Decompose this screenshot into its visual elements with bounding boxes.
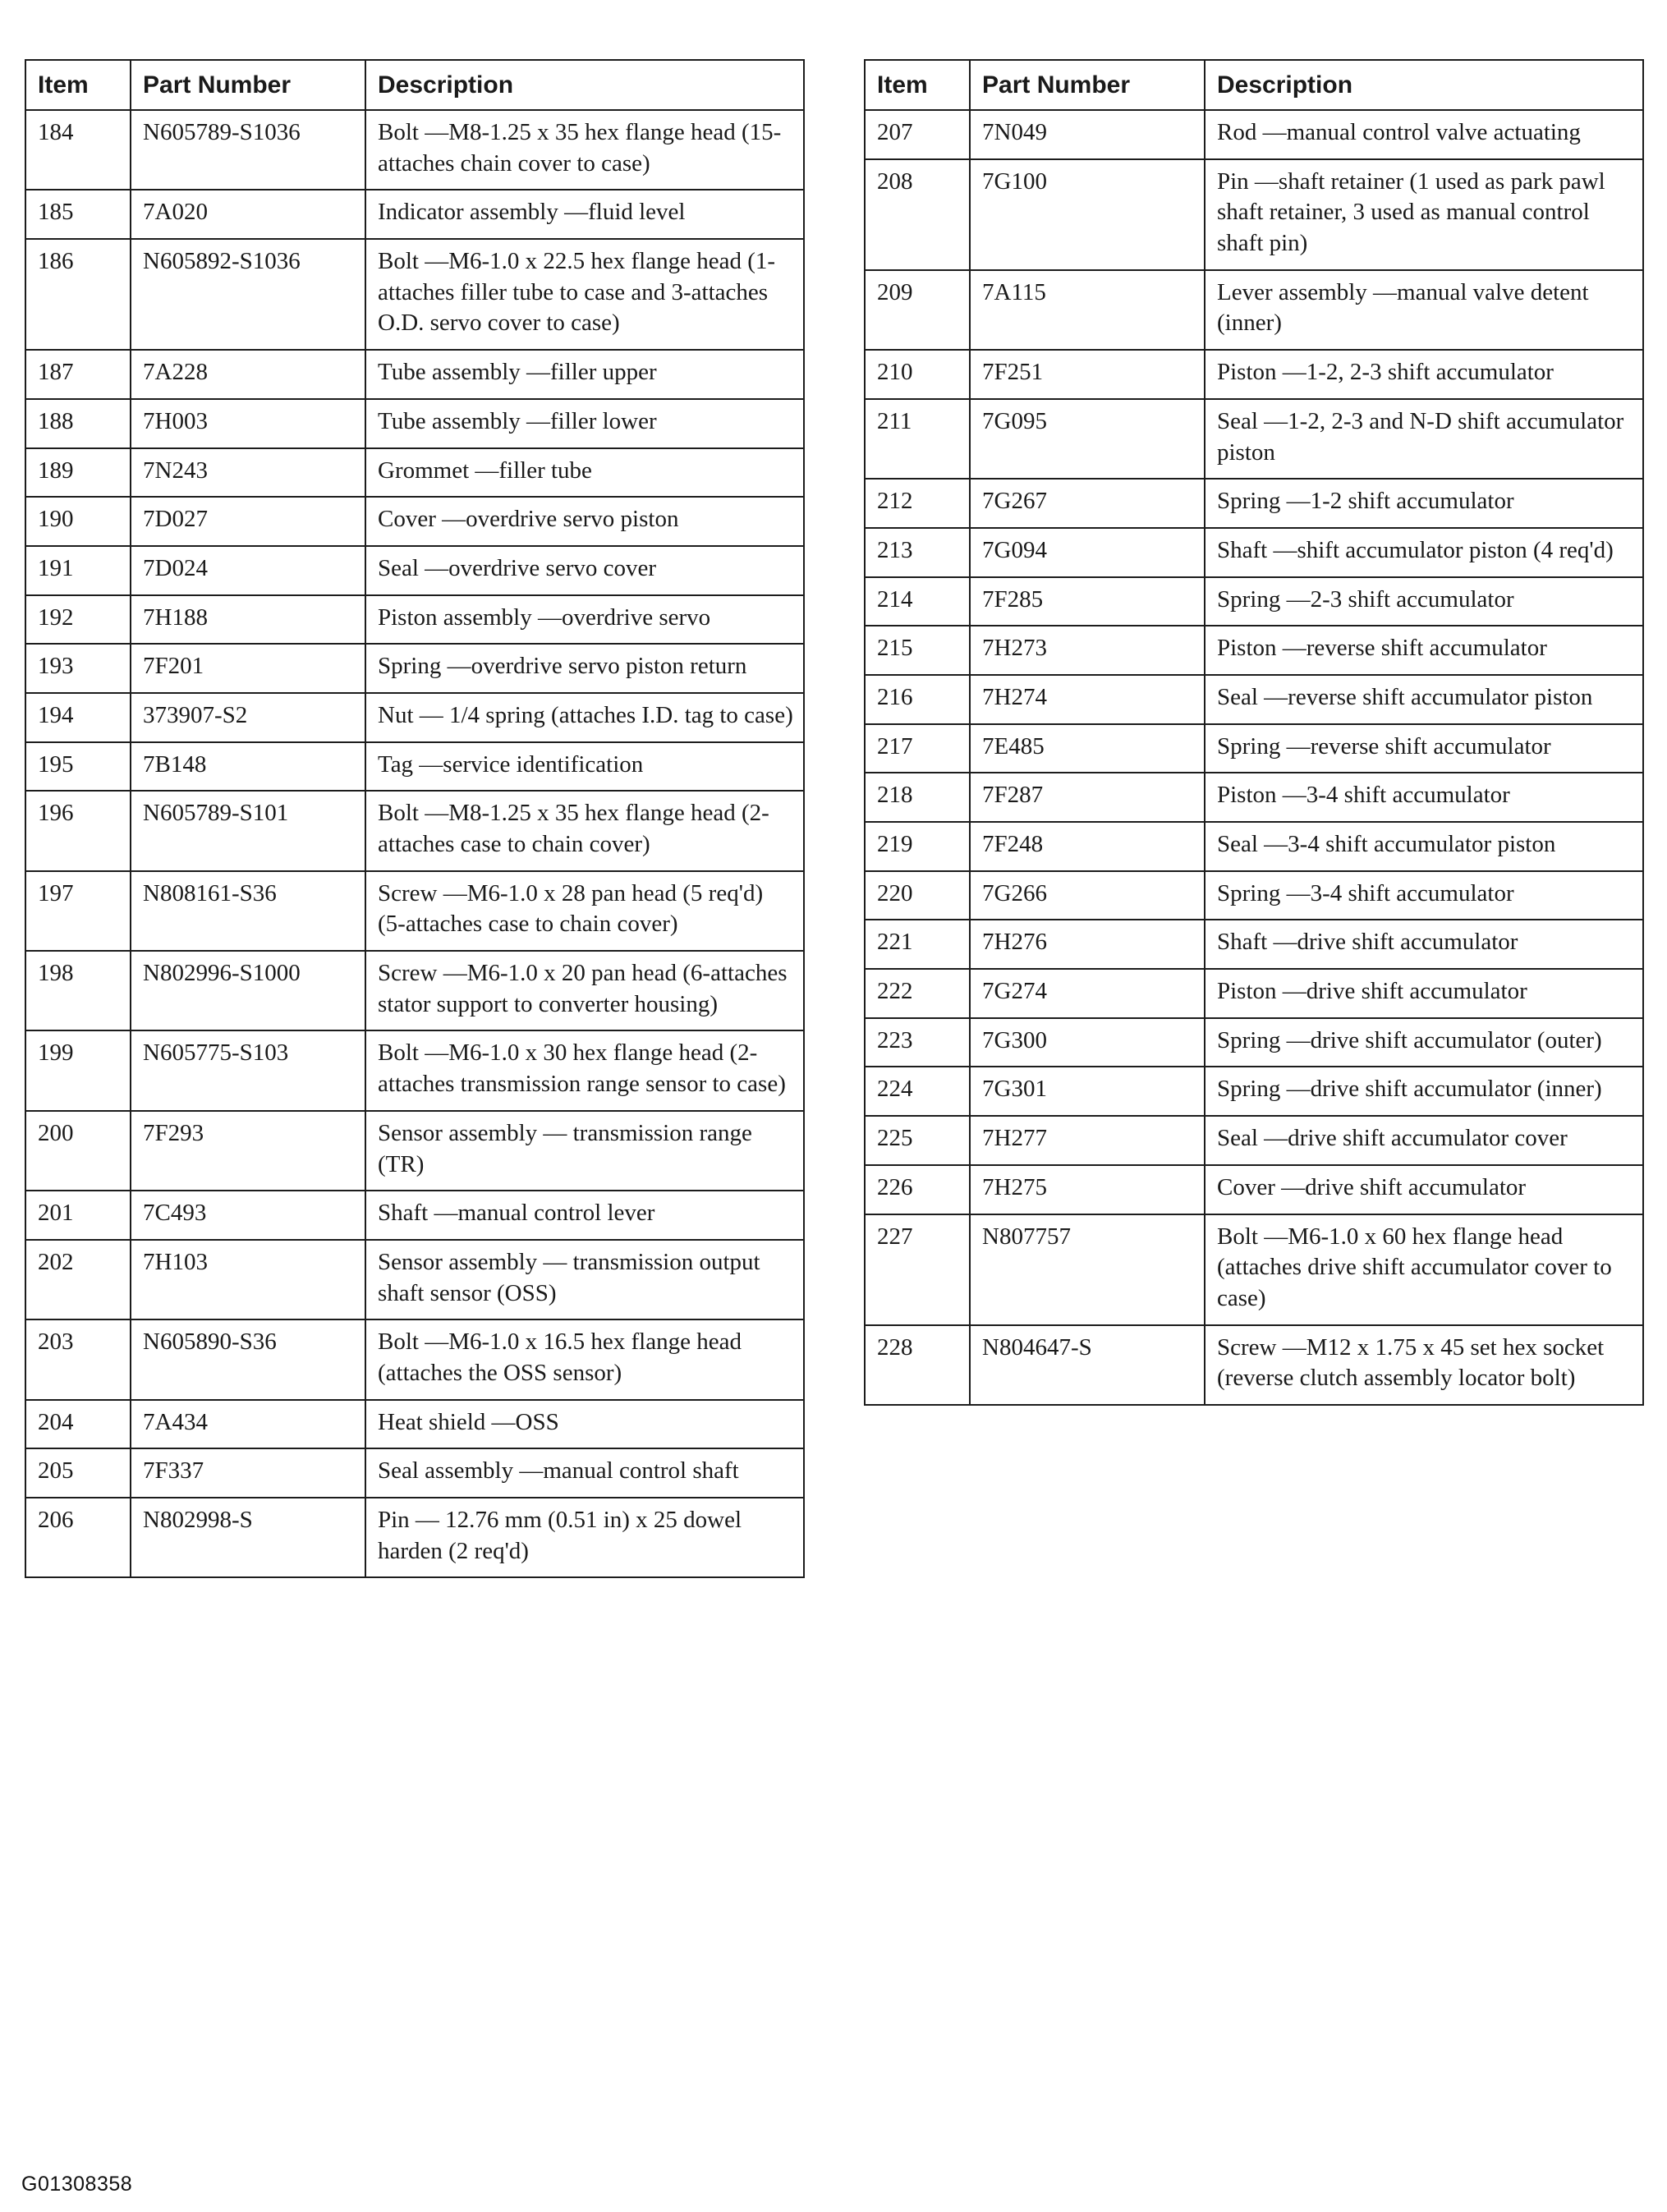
table-row: [865, 110, 1643, 159]
part-number-cell: 7H277: [970, 1116, 1205, 1165]
column-header-description: Description: [1205, 60, 1643, 110]
description-cell: Screw —M6-1.0 x 28 pan head (5 req'd) (5-attaches case to chain cover): [365, 871, 804, 951]
item-cell: 226: [865, 1165, 970, 1214]
description-cell: Piston —reverse shift accumulator: [1205, 626, 1643, 675]
part-number-cell: N605775-S103: [131, 1030, 365, 1110]
description-cell: Piston —drive shift accumulator: [1205, 969, 1643, 1018]
item-cell: 188: [25, 399, 131, 448]
part-number-cell: 7H276: [970, 920, 1205, 969]
part-number-cell: N802996-S1000: [131, 951, 365, 1030]
part-number-cell: 7D024: [131, 546, 365, 595]
description-cell: Seal —3-4 shift accumulator piston: [1205, 822, 1643, 871]
column-header-description: Description: [365, 60, 804, 110]
table-row: [865, 528, 1643, 577]
description-cell: Bolt —M8-1.25 x 35 hex flange head (15-attaches chain cover to case): [365, 110, 804, 190]
item-cell: 212: [865, 479, 970, 528]
column-header-item: Item: [865, 60, 970, 110]
item-cell: 224: [865, 1067, 970, 1116]
description-cell: Seal —drive shift accumulator cover: [1205, 1116, 1643, 1165]
part-number-cell: 7E485: [970, 724, 1205, 773]
description-cell: Spring —overdrive servo piston return: [365, 644, 804, 693]
description-cell: Piston assembly —overdrive servo: [365, 595, 804, 645]
table-row: [865, 1325, 1643, 1405]
description-cell: Spring —3-4 shift accumulator: [1205, 871, 1643, 920]
part-number-cell: 7F337: [131, 1448, 365, 1498]
description-cell: Seal assembly —manual control shaft: [365, 1448, 804, 1498]
item-cell: 217: [865, 724, 970, 773]
table-row: [865, 920, 1643, 969]
part-number-cell: 7G095: [970, 399, 1205, 479]
description-cell: Sensor assembly — transmission output shaft sensor (OSS): [365, 1240, 804, 1319]
table-row: [25, 1111, 804, 1191]
description-cell: Indicator assembly —fluid level: [365, 190, 804, 239]
description-cell: Shaft —shift accumulator piston (4 req'd): [1205, 528, 1643, 577]
item-cell: 204: [25, 1400, 131, 1449]
description-cell: Spring —reverse shift accumulator: [1205, 724, 1643, 773]
description-cell: Screw —M6-1.0 x 20 pan head (6-attaches stator support to converter housing): [365, 951, 804, 1030]
table-header-row: [25, 60, 804, 110]
part-number-cell: 7F293: [131, 1111, 365, 1191]
table-row: [25, 951, 804, 1030]
item-cell: 213: [865, 528, 970, 577]
item-cell: 211: [865, 399, 970, 479]
part-number-cell: 7G300: [970, 1018, 1205, 1067]
item-cell: 209: [865, 270, 970, 350]
item-cell: 215: [865, 626, 970, 675]
description-cell: Bolt —M6-1.0 x 30 hex flange head (2-attaches transmission range sensor to case): [365, 1030, 804, 1110]
item-cell: 199: [25, 1030, 131, 1110]
part-number-cell: 7G267: [970, 479, 1205, 528]
table-row: [25, 791, 804, 870]
table-row: [25, 1498, 804, 1577]
table-row: [25, 1191, 804, 1240]
table-row: [865, 159, 1643, 270]
description-cell: Spring —drive shift accumulator (outer): [1205, 1018, 1643, 1067]
table-row: [25, 644, 804, 693]
item-cell: 187: [25, 350, 131, 399]
description-cell: Bolt —M8-1.25 x 35 hex flange head (2-attaches case to chain cover): [365, 791, 804, 870]
description-cell: Seal —1-2, 2-3 and N-D shift accumulator piston: [1205, 399, 1643, 479]
item-cell: 205: [25, 1448, 131, 1498]
description-cell: Shaft —drive shift accumulator: [1205, 920, 1643, 969]
description-cell: Tag —service identification: [365, 742, 804, 792]
part-number-cell: 7H188: [131, 595, 365, 645]
table-row: [865, 871, 1643, 920]
item-cell: 223: [865, 1018, 970, 1067]
table-row: [865, 1018, 1643, 1067]
table-row: [865, 773, 1643, 822]
table-row: [865, 969, 1643, 1018]
description-cell: Shaft —manual control lever: [365, 1191, 804, 1240]
table-row: [25, 1319, 804, 1399]
item-cell: 216: [865, 675, 970, 724]
item-cell: 198: [25, 951, 131, 1030]
table-row: [865, 675, 1643, 724]
part-number-cell: N802998-S: [131, 1498, 365, 1577]
description-cell: Seal —reverse shift accumulator piston: [1205, 675, 1643, 724]
item-cell: 189: [25, 448, 131, 498]
part-number-cell: 7F285: [970, 577, 1205, 626]
item-cell: 207: [865, 110, 970, 159]
table-body-right: [865, 110, 1643, 1405]
column-header-part-number: Part Number: [131, 60, 365, 110]
table-row: [25, 448, 804, 498]
table-row: [25, 110, 804, 190]
column-header-item: Item: [25, 60, 131, 110]
description-cell: Screw —M12 x 1.75 x 45 set hex socket (reverse clutch assembly locator bolt): [1205, 1325, 1643, 1405]
item-cell: 190: [25, 497, 131, 546]
item-cell: 201: [25, 1191, 131, 1240]
table-row: [865, 626, 1643, 675]
description-cell: Bolt —M6-1.0 x 22.5 hex flange head (1-attaches filler tube to case and 3-attaches O.D. servo cover to case): [365, 239, 804, 350]
item-cell: 227: [865, 1214, 970, 1325]
part-number-cell: N808161-S36: [131, 871, 365, 951]
table-row: [865, 399, 1643, 479]
item-cell: 210: [865, 350, 970, 399]
description-cell: Bolt —M6-1.0 x 60 hex flange head (attaches drive shift accumulator cover to case): [1205, 1214, 1643, 1325]
part-number-cell: 7N049: [970, 110, 1205, 159]
item-cell: 185: [25, 190, 131, 239]
part-number-cell: 7G301: [970, 1067, 1205, 1116]
parts-table-left: [25, 59, 805, 1578]
item-cell: 197: [25, 871, 131, 951]
part-number-cell: 7H003: [131, 399, 365, 448]
item-cell: 195: [25, 742, 131, 792]
part-number-cell: 7G274: [970, 969, 1205, 1018]
part-number-cell: 373907-S2: [131, 693, 365, 742]
part-number-cell: 7B148: [131, 742, 365, 792]
table-row: [865, 1165, 1643, 1214]
table-row: [865, 1214, 1643, 1325]
item-cell: 219: [865, 822, 970, 871]
table-header-row: [865, 60, 1643, 110]
part-number-cell: N605890-S36: [131, 1319, 365, 1399]
description-cell: Sensor assembly — transmission range (TR): [365, 1111, 804, 1191]
table-row: [25, 190, 804, 239]
item-cell: 228: [865, 1325, 970, 1405]
item-cell: 208: [865, 159, 970, 270]
parts-table-right: [864, 59, 1644, 1406]
figure-id-label: G01308358: [21, 2173, 133, 2196]
part-number-cell: 7G094: [970, 528, 1205, 577]
item-cell: 218: [865, 773, 970, 822]
table-row: [25, 239, 804, 350]
item-cell: 220: [865, 871, 970, 920]
part-number-cell: 7G100: [970, 159, 1205, 270]
table-row: [865, 724, 1643, 773]
description-cell: Cover —overdrive servo piston: [365, 497, 804, 546]
description-cell: Lever assembly —manual valve detent (inner): [1205, 270, 1643, 350]
table-row: [25, 1448, 804, 1498]
description-cell: Tube assembly —filler lower: [365, 399, 804, 448]
item-cell: 225: [865, 1116, 970, 1165]
description-cell: Seal —overdrive servo cover: [365, 546, 804, 595]
item-cell: 186: [25, 239, 131, 350]
description-cell: Grommet —filler tube: [365, 448, 804, 498]
table-row: [865, 577, 1643, 626]
table-row: [25, 497, 804, 546]
table-row: [25, 871, 804, 951]
table-row: [25, 742, 804, 792]
table-row: [865, 350, 1643, 399]
description-cell: Spring —2-3 shift accumulator: [1205, 577, 1643, 626]
item-cell: 193: [25, 644, 131, 693]
item-cell: 222: [865, 969, 970, 1018]
column-header-part-number: Part Number: [970, 60, 1205, 110]
table-row: [25, 1240, 804, 1319]
description-cell: Rod —manual control valve actuating: [1205, 110, 1643, 159]
item-cell: 202: [25, 1240, 131, 1319]
part-number-cell: 7A115: [970, 270, 1205, 350]
part-number-cell: 7D027: [131, 497, 365, 546]
part-number-cell: 7H275: [970, 1165, 1205, 1214]
item-cell: 200: [25, 1111, 131, 1191]
part-number-cell: 7H103: [131, 1240, 365, 1319]
description-cell: Piston —3-4 shift accumulator: [1205, 773, 1643, 822]
part-number-cell: 7H273: [970, 626, 1205, 675]
part-number-cell: 7F251: [970, 350, 1205, 399]
table-row: [25, 546, 804, 595]
table-row: [25, 350, 804, 399]
table-body-left: [25, 110, 804, 1577]
table-row: [865, 822, 1643, 871]
part-number-cell: N804647-S: [970, 1325, 1205, 1405]
part-number-cell: 7N243: [131, 448, 365, 498]
table-row: [25, 693, 804, 742]
item-cell: 214: [865, 577, 970, 626]
description-cell: Tube assembly —filler upper: [365, 350, 804, 399]
table-row: [865, 1116, 1643, 1165]
table-row: [25, 595, 804, 645]
description-cell: Pin —shaft retainer (1 used as park pawl shaft retainer, 3 used as manual control shaft pin): [1205, 159, 1643, 270]
item-cell: 194: [25, 693, 131, 742]
description-cell: Piston —1-2, 2-3 shift accumulator: [1205, 350, 1643, 399]
description-cell: Bolt —M6-1.0 x 16.5 hex flange head (attaches the OSS sensor): [365, 1319, 804, 1399]
part-number-cell: 7A434: [131, 1400, 365, 1449]
description-cell: Heat shield —OSS: [365, 1400, 804, 1449]
part-number-cell: 7C493: [131, 1191, 365, 1240]
item-cell: 221: [865, 920, 970, 969]
item-cell: 192: [25, 595, 131, 645]
part-number-cell: N605892-S1036: [131, 239, 365, 350]
table-row: [865, 270, 1643, 350]
part-number-cell: 7A228: [131, 350, 365, 399]
description-cell: Spring —drive shift accumulator (inner): [1205, 1067, 1643, 1116]
item-cell: 191: [25, 546, 131, 595]
part-number-cell: 7A020: [131, 190, 365, 239]
item-cell: 206: [25, 1498, 131, 1577]
item-cell: 203: [25, 1319, 131, 1399]
part-number-cell: N605789-S1036: [131, 110, 365, 190]
part-number-cell: 7F287: [970, 773, 1205, 822]
part-number-cell: N807757: [970, 1214, 1205, 1325]
table-row: [25, 1030, 804, 1110]
part-number-cell: 7F248: [970, 822, 1205, 871]
part-number-cell: 7H274: [970, 675, 1205, 724]
item-cell: 196: [25, 791, 131, 870]
table-row: [865, 479, 1643, 528]
table-row: [25, 1400, 804, 1449]
description-cell: Spring —1-2 shift accumulator: [1205, 479, 1643, 528]
item-cell: 184: [25, 110, 131, 190]
part-number-cell: N605789-S101: [131, 791, 365, 870]
description-cell: Nut — 1/4 spring (attaches I.D. tag to case): [365, 693, 804, 742]
table-row: [25, 399, 804, 448]
part-number-cell: 7G266: [970, 871, 1205, 920]
table-row: [865, 1067, 1643, 1116]
description-cell: Cover —drive shift accumulator: [1205, 1165, 1643, 1214]
description-cell: Pin — 12.76 mm (0.51 in) x 25 dowel harden (2 req'd): [365, 1498, 804, 1577]
part-number-cell: 7F201: [131, 644, 365, 693]
